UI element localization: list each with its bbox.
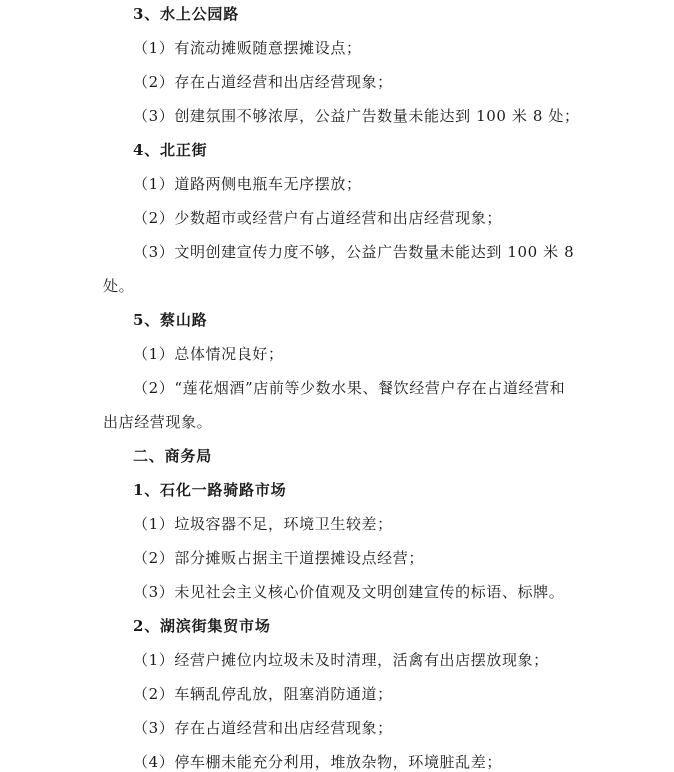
- list-item: （3）未见社会主义核心价值观及文明创建宣传的标语、标牌。: [133, 583, 565, 601]
- list-item: （3）文明创建宣传力度不够，公益广告数量未能达到 100 米 8: [133, 243, 575, 261]
- list-item: （1）经营户摊位内垃圾未及时清理，活禽有出店摆放现象；: [133, 651, 549, 669]
- section-heading-beizheng-street: 4、北正街: [133, 141, 208, 159]
- section-heading-shihua-market: 1、石化一路骑路市场: [133, 481, 287, 499]
- list-item: （1）垃圾容器不足，环境卫生较差；: [133, 515, 393, 533]
- list-item: （2）“莲花烟酒”店前等少数水果、餐饮经营户存在占道经营和: [133, 379, 566, 397]
- list-item: （3）创建氛围不够浓厚，公益广告数量未能达到 100 米 8 处；: [133, 107, 580, 125]
- list-item: （2）车辆乱停乱放，阻塞消防通道；: [133, 685, 393, 703]
- list-item: （1）道路两侧电瓶车无序摆放；: [133, 175, 362, 193]
- part-heading-commerce-bureau: 二、商务局: [133, 447, 213, 465]
- list-item: （3）存在占道经营和出店经营现象；: [133, 719, 393, 737]
- list-item: （1）有流动摊贩随意摆摊设点；: [133, 39, 362, 57]
- list-item-continuation: 出店经营现象。: [103, 413, 213, 431]
- list-item: （2）部分摊贩占据主干道摆摊设点经营；: [133, 549, 424, 567]
- list-item: （4）停车棚未能充分利用，堆放杂物，环境脏乱差；: [133, 753, 502, 771]
- list-item: （2）存在占道经营和出店经营现象；: [133, 73, 393, 91]
- section-heading-caishan-road: 5、蔡山路: [133, 311, 208, 329]
- section-heading-hubin-market: 2、湖滨街集贸市场: [133, 617, 271, 635]
- list-item: （2）少数超市或经营户有占道经营和出店经营现象；: [133, 209, 502, 227]
- list-item-continuation: 处。: [103, 277, 135, 295]
- list-item: （1）总体情况良好；: [133, 345, 284, 363]
- section-heading-shuishang-park-road: 3、水上公园路: [133, 5, 240, 23]
